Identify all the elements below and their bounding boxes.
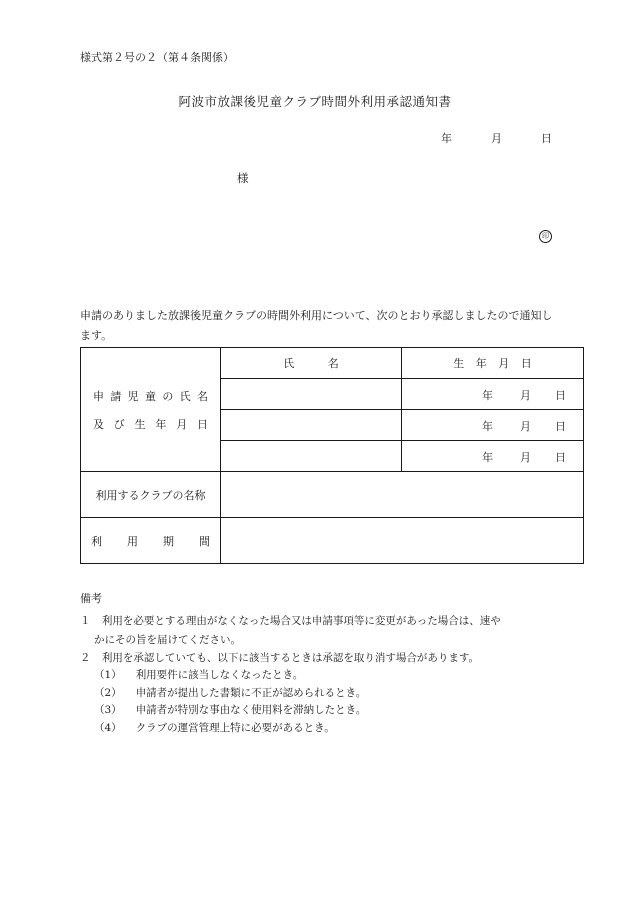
child-birthdate-field-1[interactable]: 年 月 日	[402, 379, 584, 410]
child-birthdate-field-2[interactable]: 年 月 日	[402, 410, 584, 441]
club-name-field[interactable]	[221, 472, 584, 518]
notes-heading: 備考	[80, 592, 102, 605]
note-item-1: １ 利用を必要とする理由がなくなった場合又は申請事項等に変更があった場合は、速や	[80, 615, 501, 627]
note-sub-item-3: （3） 申請者が特別な事由なく使用料を滞納したとき。	[94, 704, 367, 716]
date-month-label: 月	[491, 132, 502, 145]
club-row	[81, 472, 584, 518]
usage-period-field[interactable]	[221, 518, 584, 564]
child-name-field-1[interactable]	[221, 379, 402, 410]
seal-mark: 印	[539, 230, 552, 243]
child-label-line1: 申 請 児 童 の 氏 名	[93, 389, 208, 403]
date-year-label: 年	[441, 132, 452, 145]
note-item-1-continuation: かにその旨を届けてください。	[94, 634, 241, 646]
child-label-line2: 及 び 生 年 月 日	[93, 417, 208, 431]
note-sub-item-2: （2） 申請者が提出した書類に不正が認められるとき。	[94, 687, 367, 699]
period-row	[81, 518, 584, 564]
name-column-header: 氏 名	[221, 348, 402, 379]
note-sub-item-1: （1） 利用要件に該当しなくなったとき。	[94, 669, 304, 681]
document-title: 阿波市放課後児童クラブ時間外利用承認通知書	[178, 94, 452, 109]
recipient-suffix: 様	[237, 171, 249, 185]
usage-period-label: 利 用 期 間	[81, 518, 221, 564]
approval-table	[80, 347, 584, 564]
birthdate-column-header: 生 年 月 日	[402, 348, 584, 379]
club-name-label: 利用するクラブの名称	[81, 472, 221, 518]
date-day-label: 日	[541, 132, 552, 145]
child-birthdate-field-3[interactable]: 年 月 日	[402, 441, 584, 472]
note-sub-item-4: （4） クラブの運営管理上特に必要があるとき。	[94, 722, 335, 734]
note-item-2: ２ 利用を承認していても、以下に該当するときは承認を取り消す場合があります。	[80, 652, 480, 664]
child-label-cell	[81, 348, 221, 472]
intro-text: 申請のありました放課後児童クラブの時間外利用について、次のとおり承認しましたので通知します。	[80, 309, 553, 342]
child-name-field-3[interactable]	[221, 441, 402, 472]
form-number: 様式第２号の２（第４条関係）	[80, 51, 234, 64]
table-header-row	[81, 348, 584, 379]
child-name-field-2[interactable]	[221, 410, 402, 441]
